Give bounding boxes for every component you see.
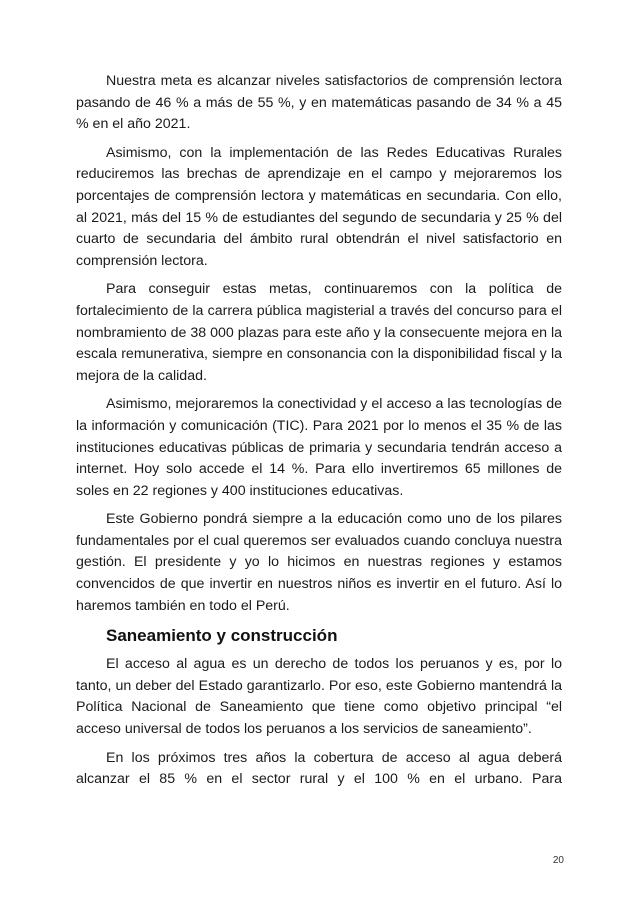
paragraph-teaching-career: Para conseguir estas metas, continuaremos con la política de fortalecimiento de la carrera pública magisterial a través del concurso para el nombramiento de 38 000 plazas para este año y la consecuente mejora en la escala remunerativa, siempre en consonancia con la disponibilidad fiscal y la mejora de la calidad. (76, 281, 562, 384)
page-number: 20 (552, 855, 564, 866)
paragraph-connectivity: Asimismo, mejoraremos la conectividad y el acceso a las tecnologías de la información y comunicación (TIC). Para 2021 por lo menos el 35 % de las instituciones educativas públicas de primaria y secundaria tendrán acceso a internet. Hoy solo accede el 14 %. Para ello invertiremos 65 millones de soles en 22 regiones y 400 instituciones educativas. (76, 396, 562, 499)
paragraph-reading-math-goals: Nuestra meta es alcanzar niveles satisfactorios de comprensión lectora pasando de 46 % a más de 55 %, y en matemáticas pasando de 34 % a 45 % en el año 2021. (76, 73, 562, 133)
paragraph-rural-networks: Asimismo, con la implementación de las Redes Educativas Rurales reduciremos las brechas de aprendizaje en el campo y mejoraremos los porcentajes de comprensión lectora y matemáticas en secundaria. Con ello, al 2021, más del 15 % de estudiantes del segundo de secundaria y 25 % del cuarto de secundaria del ámbito rural obtendrán el nivel satisfactorio en comprensión lectora. (76, 144, 562, 269)
paragraph-water-access-right: El acceso al agua es un derecho de todos los peruanos y es, por lo tanto, un deber del Estado garantizarlo. Por eso, este Gobierno mantendrá la Política Nacional de Saneamiento que tiene como objetivo principal “el acceso universal de todos los peruanos a los servicios de saneamiento”. (76, 656, 562, 738)
paragraph-water-coverage: En los próximos tres años la cobertura de acceso al agua deberá alcanzar el 85 % en el sector rural y el 100 % en el urbano. Para (76, 749, 562, 788)
page-body (76, 71, 562, 798)
paragraph-education-pillar: Este Gobierno pondrá siempre a la educación como uno de los pilares fundamentales por el cual queremos ser evaluados cuando concluya nuestra gestión. El presidente y yo lo hicimos en nuestras regiones y estamos convencidos de que invertir en nuestros niños es invertir en el futuro. Así lo haremos también en todo el Perú. (76, 511, 562, 614)
section-heading: Saneamiento y construcción (106, 626, 338, 646)
